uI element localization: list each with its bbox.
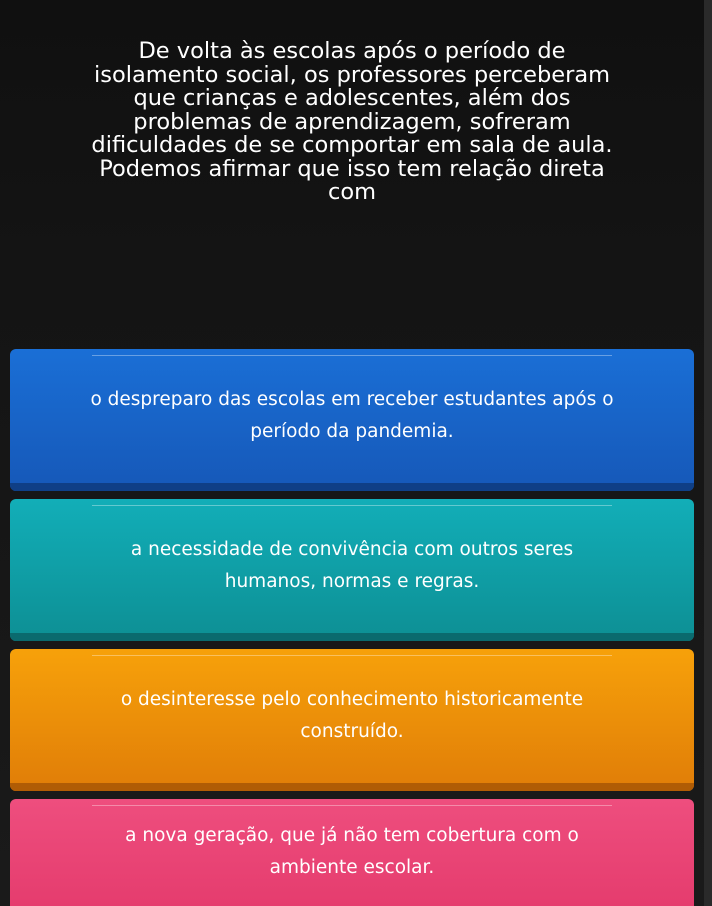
- question-line: que crianças e adolescentes, além dos: [133, 85, 571, 111]
- answer-option-1[interactable]: [10, 349, 694, 491]
- question-text: [6, 40, 698, 205]
- answer-option-4[interactable]: [10, 799, 694, 906]
- question-line: isolamento social, os professores perceberam: [93, 61, 611, 88]
- question-line: com: [327, 179, 377, 205]
- answer-line: o despreparo das escolas em receber estudantes após o: [90, 389, 614, 410]
- answer-line: ambiente escolar.: [269, 857, 435, 878]
- answer-option-1-label: [90, 384, 613, 448]
- answer-option-3-label: [121, 684, 583, 748]
- answer-line: o desinteresse pelo conhecimento historicamente: [120, 689, 584, 710]
- answer-line: período da pandemia.: [250, 421, 454, 442]
- question-line: problemas de aprendizagem, sofreram: [133, 108, 571, 135]
- question-line: De volta às escolas após o período de: [138, 38, 566, 64]
- question-line: dificuldades de se comportar em sala de aula.: [91, 132, 613, 158]
- answer-option-2[interactable]: [10, 499, 694, 641]
- answer-line: humanos, normas e regras.: [224, 571, 480, 592]
- scrollbar-track[interactable]: [704, 0, 712, 906]
- question-line: Podemos afirmar que isso tem relação direta: [99, 155, 605, 182]
- answer-option-4-label: [125, 820, 579, 884]
- answer-line: a nova geração, que já não tem cobertura com o: [125, 825, 579, 846]
- answer-option-3[interactable]: [10, 649, 694, 791]
- answer-option-2-label: [131, 534, 573, 598]
- answer-line: construído.: [300, 721, 404, 742]
- answer-line: a necessidade de convivência com outros seres: [130, 539, 574, 560]
